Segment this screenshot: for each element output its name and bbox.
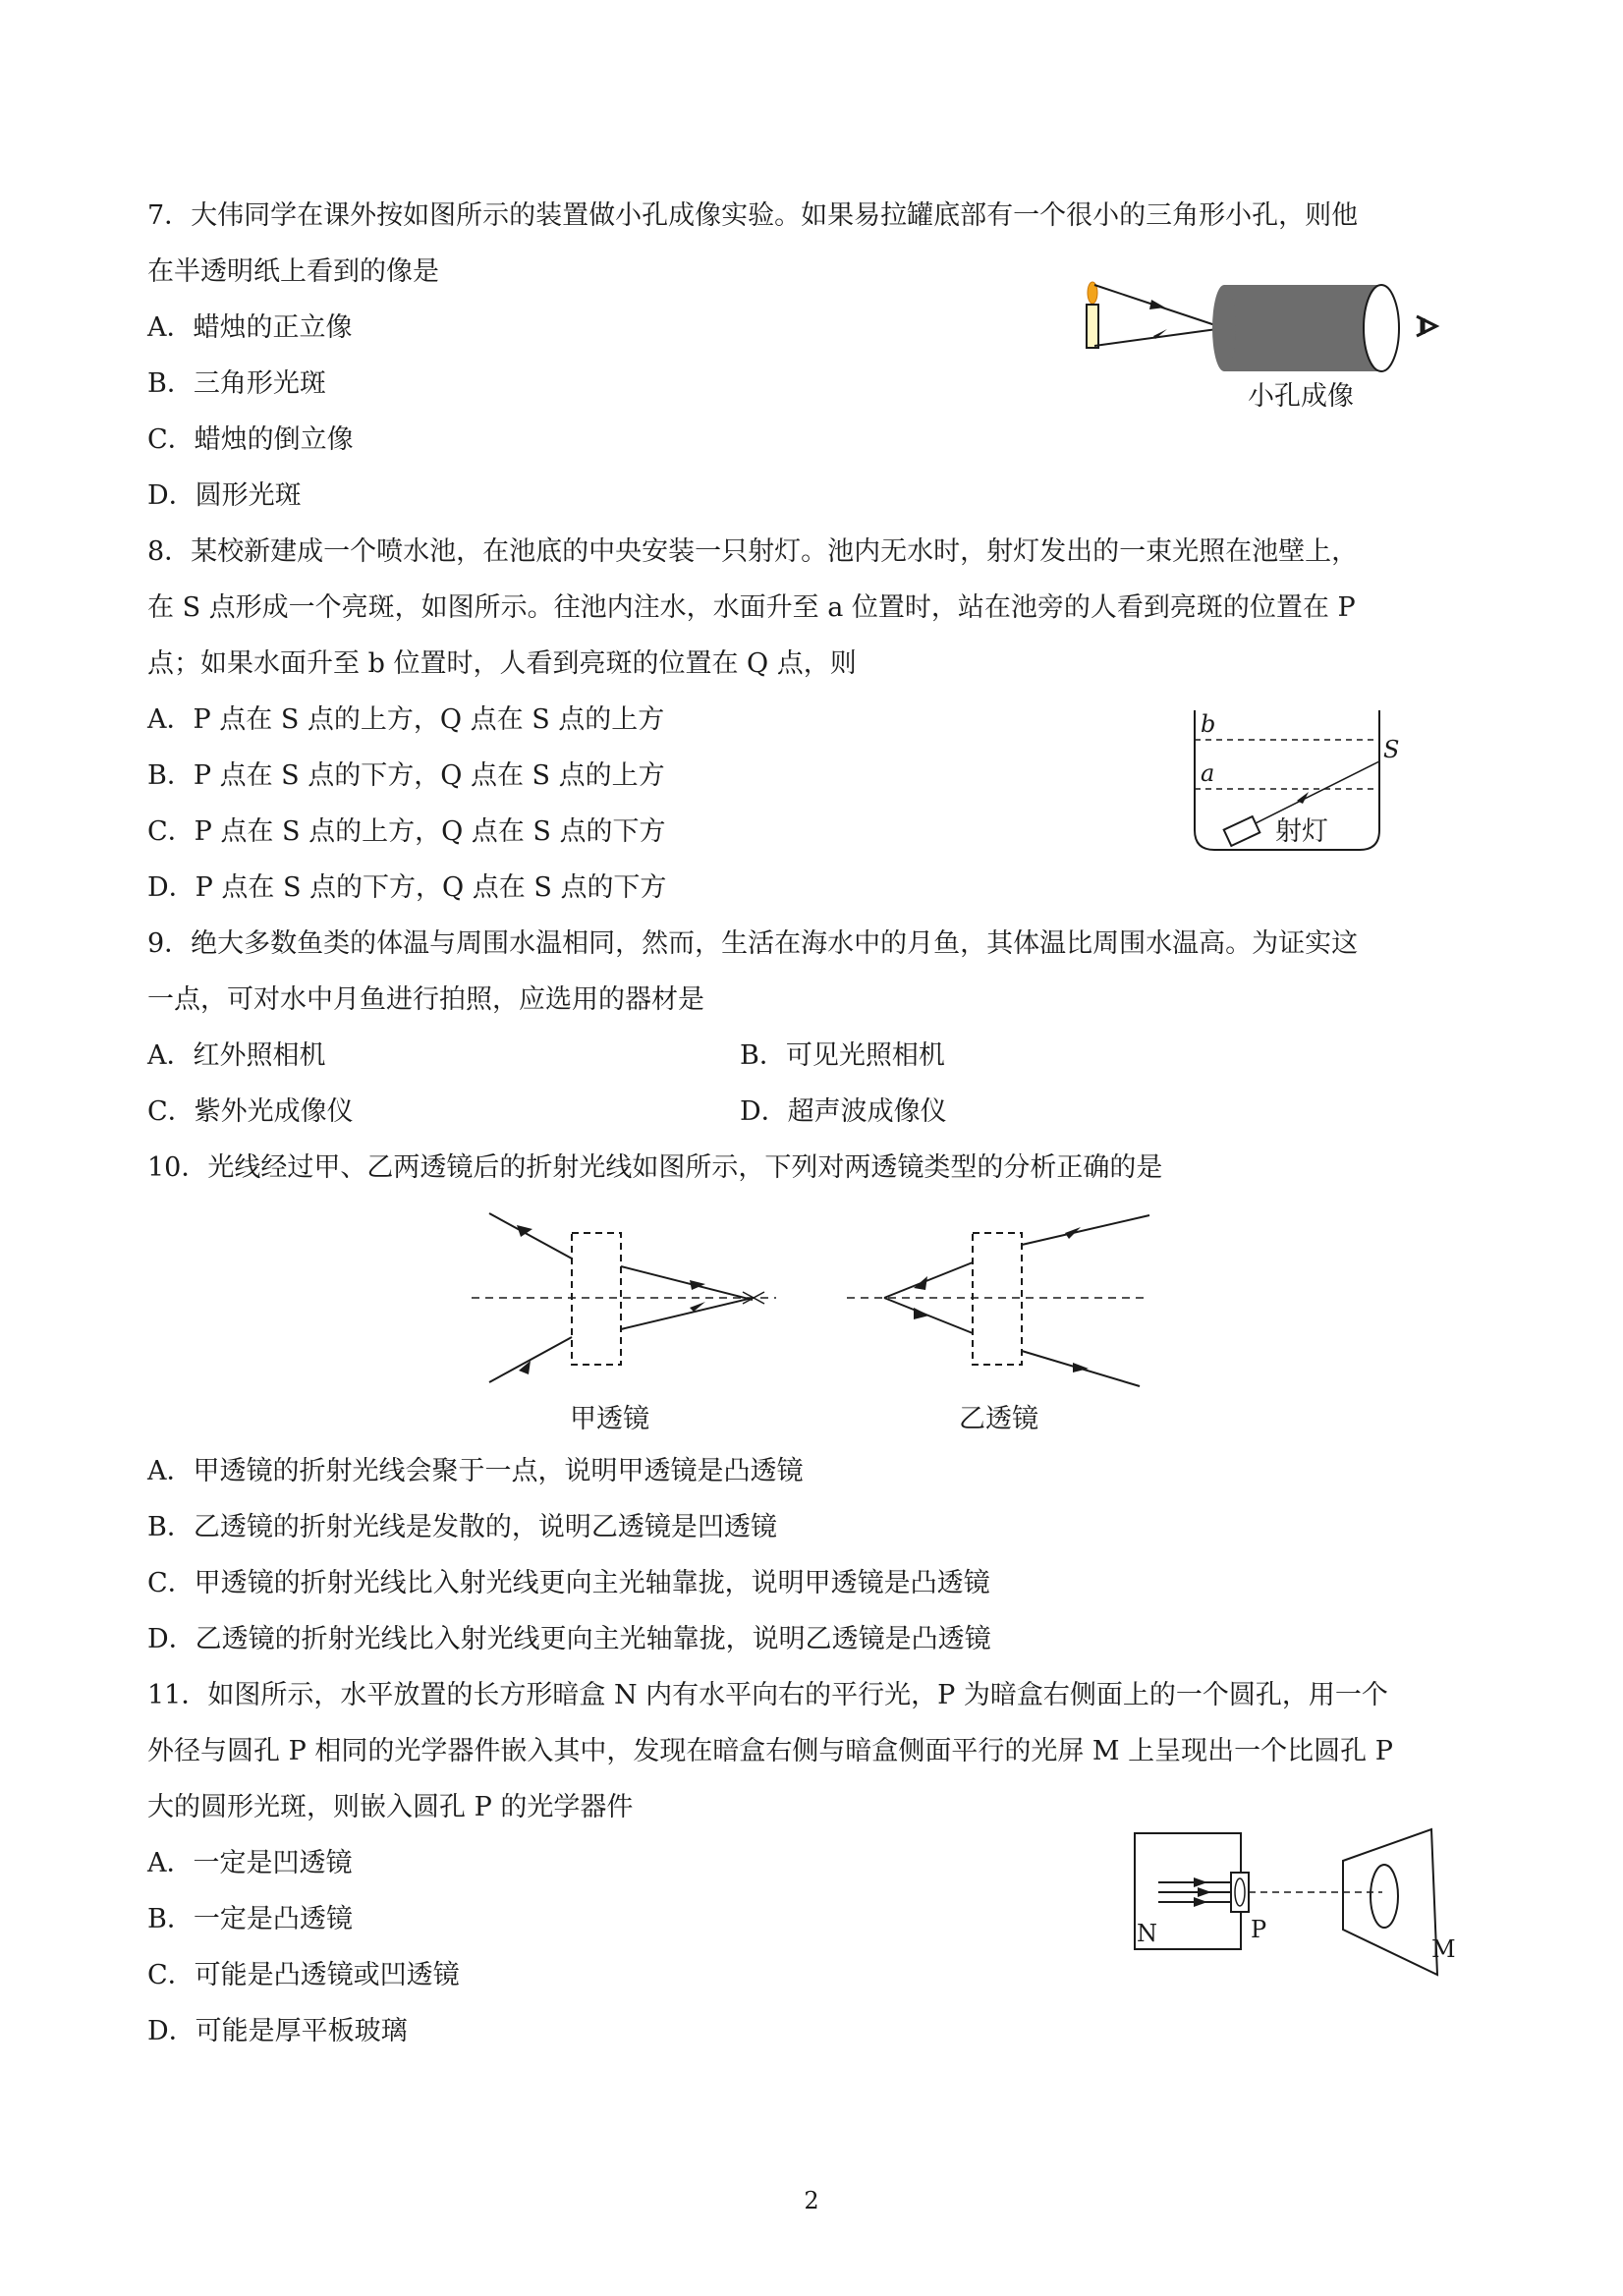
q9-option-d: D．超声波成像仪 xyxy=(740,1096,947,1127)
q7-option-a: A．蜡烛的正立像 xyxy=(147,312,353,343)
q10-stem-line1: 10．光线经过甲、乙两透镜后的折射光线如图所示，下列对两透镜类型的分析正确的是 xyxy=(147,1152,1163,1183)
q7-option-d: D．圆形光斑 xyxy=(147,480,302,511)
level-a-label: a xyxy=(1201,759,1215,787)
jia-lens-caption: 甲透镜 xyxy=(570,1404,649,1434)
level-b-label: b xyxy=(1201,710,1216,738)
q8-option-d: D．P 点在 S 点的下方，Q 点在 S 点的下方 xyxy=(147,872,667,903)
q8-option-a: A．P 点在 S 点的上方，Q 点在 S 点的上方 xyxy=(147,704,665,735)
q11-stem-line1: 11．如图所示，水平放置的长方形暗盒 N 内有水平向右的平行光，P 为暗盒右侧面上的一个圆孔，用一个 xyxy=(147,1680,1388,1710)
can-icon xyxy=(1212,285,1399,371)
eye-icon xyxy=(1417,316,1436,336)
q8-stem-line3: 点；如果水面升至 b 位置时，人看到亮斑的位置在 Q 点，则 xyxy=(147,648,857,679)
q9-stem-line1: 9．绝大多数鱼类的体温与周围水温相同，然而，生活在海水中的月鱼，其体温比周围水温高。为证实这 xyxy=(147,928,1359,959)
q8-option-b: B．P 点在 S 点的下方，Q 点在 S 点的上方 xyxy=(147,760,665,791)
spotlight-label: 射灯 xyxy=(1275,816,1328,847)
q8-stem-line1: 8．某校新建成一个喷水池，在池底的中央安装一只射灯。池内无水时，射灯发出的一束光照在池壁上， xyxy=(147,536,1359,567)
q11-option-c: C．可能是凸透镜或凹透镜 xyxy=(147,1960,460,1990)
jia-lens-diagram xyxy=(472,1213,776,1434)
q11-option-d: D．可能是厚平板玻璃 xyxy=(147,2016,408,2046)
fountain-pool-figure xyxy=(1179,702,1415,860)
yi-lens-caption: 乙透镜 xyxy=(959,1404,1038,1434)
q11-option-b: B．一定是凸透镜 xyxy=(147,1904,353,1934)
q11-stem-line3: 大的圆形光斑，则嵌入圆孔 P 的光学器件 xyxy=(147,1792,634,1822)
q8-stem-line2: 在 S 点形成一个亮斑，如图所示。往池内注水，水面升至 a 位置时，站在池旁的人看到亮斑的位置在 P xyxy=(147,592,1356,623)
pinhole-caption: 小孔成像 xyxy=(1248,381,1354,412)
q10-option-c: C．甲透镜的折射光线比入射光线更向主光轴靠拢，说明甲透镜是凸透镜 xyxy=(147,1568,990,1598)
yi-lens-diagram xyxy=(847,1215,1149,1434)
q9-option-a: A．红外照相机 xyxy=(147,1040,326,1071)
q10-option-d: D．乙透镜的折射光线比入射光线更向主光轴靠拢，说明乙透镜是凸透镜 xyxy=(147,1624,991,1654)
q7-option-c: C．蜡烛的倒立像 xyxy=(147,424,354,455)
spotlight-icon xyxy=(1224,816,1260,846)
dark-box-figure xyxy=(1125,1827,1469,1985)
candle-icon xyxy=(1087,282,1098,348)
q9-option-b: B．可见光照相机 xyxy=(740,1040,945,1071)
box-n-label: N xyxy=(1137,1920,1157,1947)
q7-stem-line2: 在半透明纸上看到的像是 xyxy=(147,256,439,287)
screen-m-label: M xyxy=(1431,1935,1456,1963)
q7-stem-line1: 7．大伟同学在课外按如图所示的装置做小孔成像实验。如果易拉罐底部有一个很小的三角形小孔，则他 xyxy=(147,200,1359,231)
spot-s-label: S xyxy=(1383,736,1400,763)
q7-option-b: B．三角形光斑 xyxy=(147,368,326,399)
hole-p-label: P xyxy=(1251,1916,1267,1943)
q9-stem-line2: 一点，可对水中月鱼进行拍照，应选用的器材是 xyxy=(147,984,704,1015)
q8-option-c: C．P 点在 S 点的上方，Q 点在 S 点的下方 xyxy=(147,816,666,847)
lens-rays-figure xyxy=(462,1204,1169,1439)
q9-option-c: C．紫外光成像仪 xyxy=(147,1096,354,1127)
page-number: 2 xyxy=(804,2187,819,2214)
q11-option-a: A．一定是凹透镜 xyxy=(147,1848,353,1878)
q10-option-b: B．乙透镜的折射光线是发散的，说明乙透镜是凹透镜 xyxy=(147,1512,777,1542)
pinhole-camera-figure xyxy=(1071,265,1464,422)
q10-option-a: A．甲透镜的折射光线会聚于一点，说明甲透镜是凸透镜 xyxy=(147,1456,804,1486)
q11-stem-line2: 外径与圆孔 P 相同的光学器件嵌入其中，发现在暗盒右侧与暗盒侧面平行的光屏 M 上呈现出一个比圆孔 P xyxy=(147,1736,1393,1766)
